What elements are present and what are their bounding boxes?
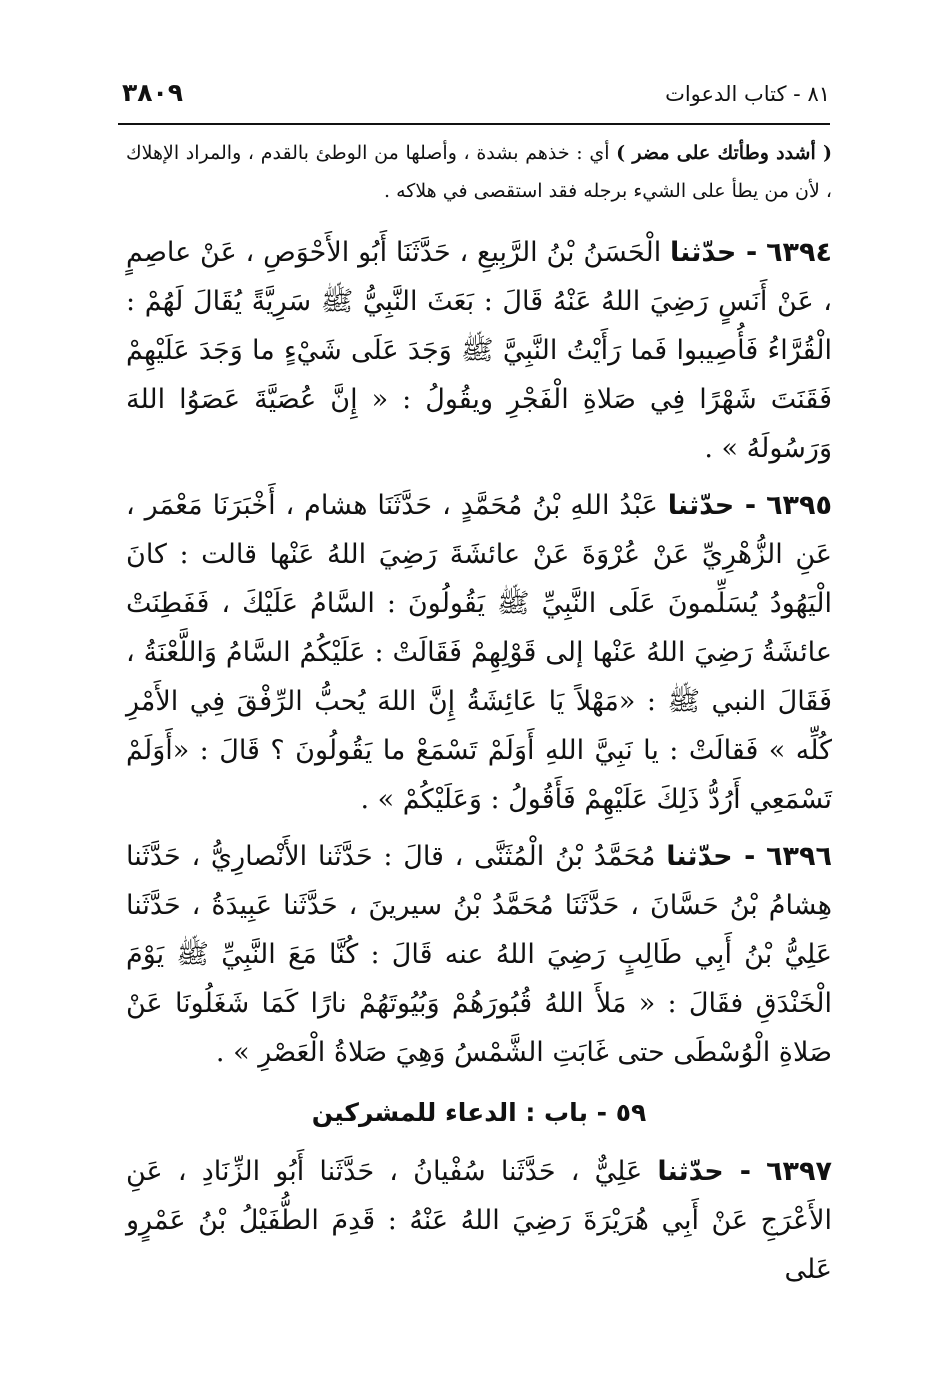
page-number: ٣٨٠٩	[122, 78, 184, 107]
chapter-heading: ٥٩ - باب : الدعاء للمشركين	[311, 1098, 647, 1127]
hadith-paragraph	[126, 832, 832, 1077]
hadith-text: الْحَسَنُ بْنُ الرَّبِيعِ ، حَدَّثَنَا أَبُو الأَحْوَصِ ، عَنْ عاصِمٍ ، عَنْ أَنَسٍ رَضِيَ اللهُ عَنْهُ قَالَ : بَعَثَ النَّبِيُّ ﷺ سَرِيَّةً يُقَالَ لَهُمْ : الْقُرَّاءُ فَأُصِيبوا فَما رَأَيْتُ النَّبِيَّ ﷺ وَجَدَ عَلَى شَيْءٍ ما وَجَدَ عَلَيْهِمْ فَقَنَتَ شَهْرًا فِي صَلاةِ الْفَجْرِ ويقُولُ : « إِنَّ عُصَيَّةَ عَصَوُا اللهَ وَرَسُولَهُ » .	[126, 237, 832, 464]
hadith-lead: - حدّثنا	[666, 841, 756, 872]
note-text: أي : خذهم بشدة ، وأصلها من الوطئ بالقدم ، والمراد الإهلاك ، لأن من يطأ على الشيء برجله فقد استقصى في هلاكه .	[126, 142, 832, 202]
hadith-paragraph	[126, 481, 832, 824]
header-divider	[118, 123, 830, 125]
note-bold-phrase: ( أشدد وطأتك على مضر )	[616, 142, 832, 164]
page-body	[126, 134, 832, 1302]
hadith-number: ٦٣٩٤	[766, 237, 832, 268]
hadith-number: ٦٣٩٥	[766, 490, 832, 521]
hadith-paragraph	[126, 1147, 832, 1294]
hadith-lead: - حدّثنا	[657, 1156, 751, 1187]
hadith-lead: - حدّثنا	[670, 237, 758, 268]
page-header	[118, 72, 830, 120]
hadith-paragraph	[126, 228, 832, 473]
commentary-note	[126, 134, 832, 210]
hadith-number: ٦٣٩٧	[766, 1156, 832, 1187]
hadith-text: عَلِيٌّ ، حَدَّثَنا سُفْيانُ ، حَدَّثَنا أَبُو الزِّنَادِ ، عَنِ الأَعْرَجِ عَنْ أَبِي هُرَيْرَةَ رَضِيَ اللهُ عَنْهُ : قَدِمَ الطُّفَيْلُ بْنُ عَمْرٍو عَلى	[126, 1156, 832, 1285]
hadith-text: عَبْدُ اللهِ بْنُ مُحَمَّدٍ ، حَدَّثَنَا هشام ، أَخْبَرَنَا مَعْمَر ، عَنِ الزُّهْرِيِّ عَنْ عُرْوَةَ عَنْ عائشَةَ رَضِيَ اللهُ عَنْها قالت : كانَ الْيَهُودُ يُسَلِّمونَ عَلَى النَّبِيِّ ﷺ يَقُولُونَ : السَّامُ عَلَيْكَ ، فَفَطِنَتْ عائشَةُ رَضِيَ اللهُ عَنْها إلى قَوْلِهِمْ فَقَالَتْ : عَلَيْكُمُ السَّامُ وَاللَّعْنَةُ ، فَقَالَ النبي ﷺ : «مَهْلاً يَا عَائِشَةُ إِنَّ اللهَ يُحبُّ الرِّفْقَ فِي الأَمْرِ كُلِّه » فَقالَتْ : يا نَبِيَّ اللهِ أَوَلَمْ تَسْمَعْ ما يَقُولُونَ ؟ قَالَ : «أَوَلَمْ تَسْمَعِي أَرُدُّ ذَلِكَ عَلَيْهِمْ فَأَقُولُ : وَعَلَيْكُمْ » .	[126, 490, 832, 815]
running-title: ٨١ - كتاب الدعوات	[665, 82, 830, 106]
hadith-number: ٦٣٩٦	[766, 841, 832, 872]
hadith-text: مُحَمَّدُ بْنُ الْمُثَنَّى ، قالَ : حَدَّثَنا الأَنْصارِيُّ ، حَدَّثَنا هِشامُ بْنُ حَسَّانَ ، حَدَّثَنَا مُحَمَّدُ بْنُ سيرينَ ، حَدَّثَنا عَبِيدَةُ ، حَدَّثَنا عَلِيُّ بْنُ أَبِي طَالِبٍ رَضِيَ اللهُ عنه قَالَ : كُنَّا مَعَ النَّبِيِّ ﷺ يَوْمَ الْخَنْدَقِ فقَالَ : « مَلأَ اللهُ قُبُورَهُمْ وَبُيُوتَهُمْ نارًا كَمَا شَغَلُونَا عَنْ صَلاةِ الْوُسْطَى حتى غَابَتِ الشَّمْسُ وَهِيَ صَلاةُ الْعَصْرِ » .	[126, 841, 832, 1068]
hadith-lead: - حدّثنا	[667, 490, 757, 521]
